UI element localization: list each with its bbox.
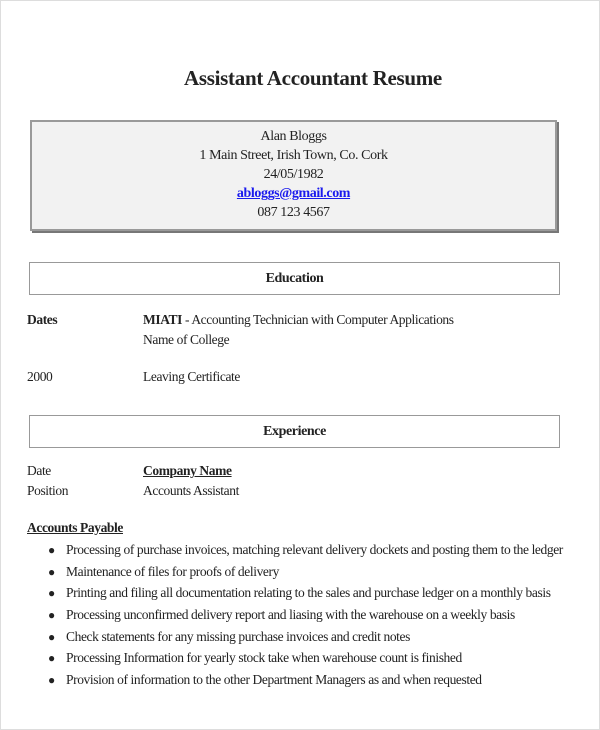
duty-text: Provision of information to the other Department Managers as and when requested <box>66 672 482 688</box>
education-course <box>143 312 454 328</box>
bullet-icon: ● <box>48 651 55 666</box>
duty-text: Check statements for any missing purchase invoices and credit notes <box>66 628 410 644</box>
company-name: Company Name <box>143 463 232 478</box>
contact-dob: 24/05/1982 <box>263 167 324 182</box>
list-item <box>48 540 563 562</box>
education-date: 2000 <box>27 369 53 384</box>
list-item <box>48 627 563 649</box>
course-name: Accounting Technician with Computer Applications <box>191 312 454 327</box>
duty-text: Processing of purchase invoices, matching relevant delivery dockets and posting them to the ledger <box>66 542 563 557</box>
list-item <box>48 670 563 692</box>
institution: MIATI <box>143 312 183 327</box>
college-name: Name of College <box>143 332 230 347</box>
page-title: Assistant Accountant Resume <box>184 66 442 90</box>
accounts-payable-heading: Accounts Payable <box>27 520 123 535</box>
contact-phone: 087 123 4567 <box>257 205 330 220</box>
contact-email-link[interactable]: abloggs@gmail.com <box>236 186 351 201</box>
list-item <box>48 583 563 605</box>
position-label: Position <box>27 483 69 498</box>
separator: - <box>182 312 192 327</box>
list-item <box>48 648 563 670</box>
contact-name: Alan Bloggs <box>260 129 327 144</box>
education-heading: Education <box>29 262 560 295</box>
date-label: Date <box>27 463 51 478</box>
contact-address: 1 Main Street, Irish Town, Co. Cork <box>199 148 388 163</box>
duty-text: Maintenance of files for proofs of delivery <box>66 563 279 579</box>
duty-text: Processing unconfirmed delivery report and liasing with the warehouse on a weekly basis <box>66 607 515 623</box>
duty-text: Printing and filing all documentation relating to the sales and purchase ledger on a monthly basis <box>66 585 551 601</box>
experience-heading: Experience <box>29 415 560 448</box>
list-item <box>48 562 563 584</box>
bullet-icon: ● <box>48 608 55 623</box>
position-value: Accounts Assistant <box>143 483 239 498</box>
contact-box <box>30 120 557 231</box>
bullet-icon: ● <box>48 629 55 644</box>
bullet-icon: ● <box>48 586 55 601</box>
list-item <box>48 605 563 627</box>
education-course: Leaving Certificate <box>143 369 240 384</box>
duty-text: Processing Information for yearly stock take when warehouse count is finished <box>66 650 462 666</box>
education-date: Dates <box>27 312 58 327</box>
bullet-icon: ● <box>48 543 55 557</box>
bullet-icon: ● <box>48 564 55 579</box>
duties-list <box>48 540 563 692</box>
bullet-icon: ● <box>48 673 55 688</box>
